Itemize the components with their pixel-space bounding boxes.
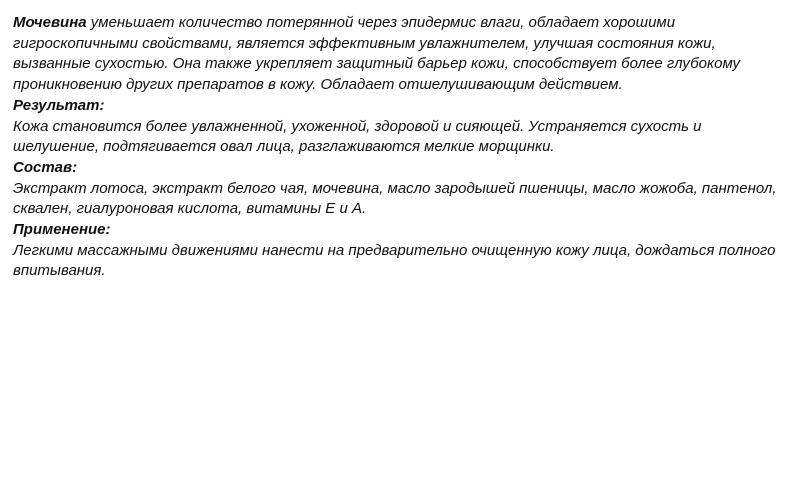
intro-text: уменьшает количество потерянной через эпидермис влаги, обладает хорошими гигроскопичными свойствами, является эффективным увлажнителем, улучшая состояния кожи, вызванные сухостью. Она также укрепляет защитный барьер кожи, способствует более глубокому проникновению других препаратов в кожу. Обладает отшелушивающим действием. <box>13 14 741 94</box>
usage-heading: Применение: <box>13 221 111 239</box>
result-heading: Результат: <box>13 96 105 114</box>
composition-text: Экстракт лотоса, экстракт белого чая, мочевина, масло зародышей пшеницы, масло жожоба, пантенол, сквален, гиалуроновая кислота, витамины Е и А. <box>13 179 777 218</box>
usage-text: Легкими массажными движениями нанести на предварительно очищенную кожу лица, дождаться полного впитывания. <box>13 241 776 280</box>
intro-paragraph <box>13 13 788 96</box>
intro-term: Мочевина <box>13 14 87 31</box>
result-text: Кожа становится более увлажненной, ухоженной, здоровой и сияющей. Устраняется сухость и шелушение, подтягивается овал лица, разглаживаются мелкие морщинки. <box>13 117 702 156</box>
composition-heading: Состав: <box>13 158 78 176</box>
